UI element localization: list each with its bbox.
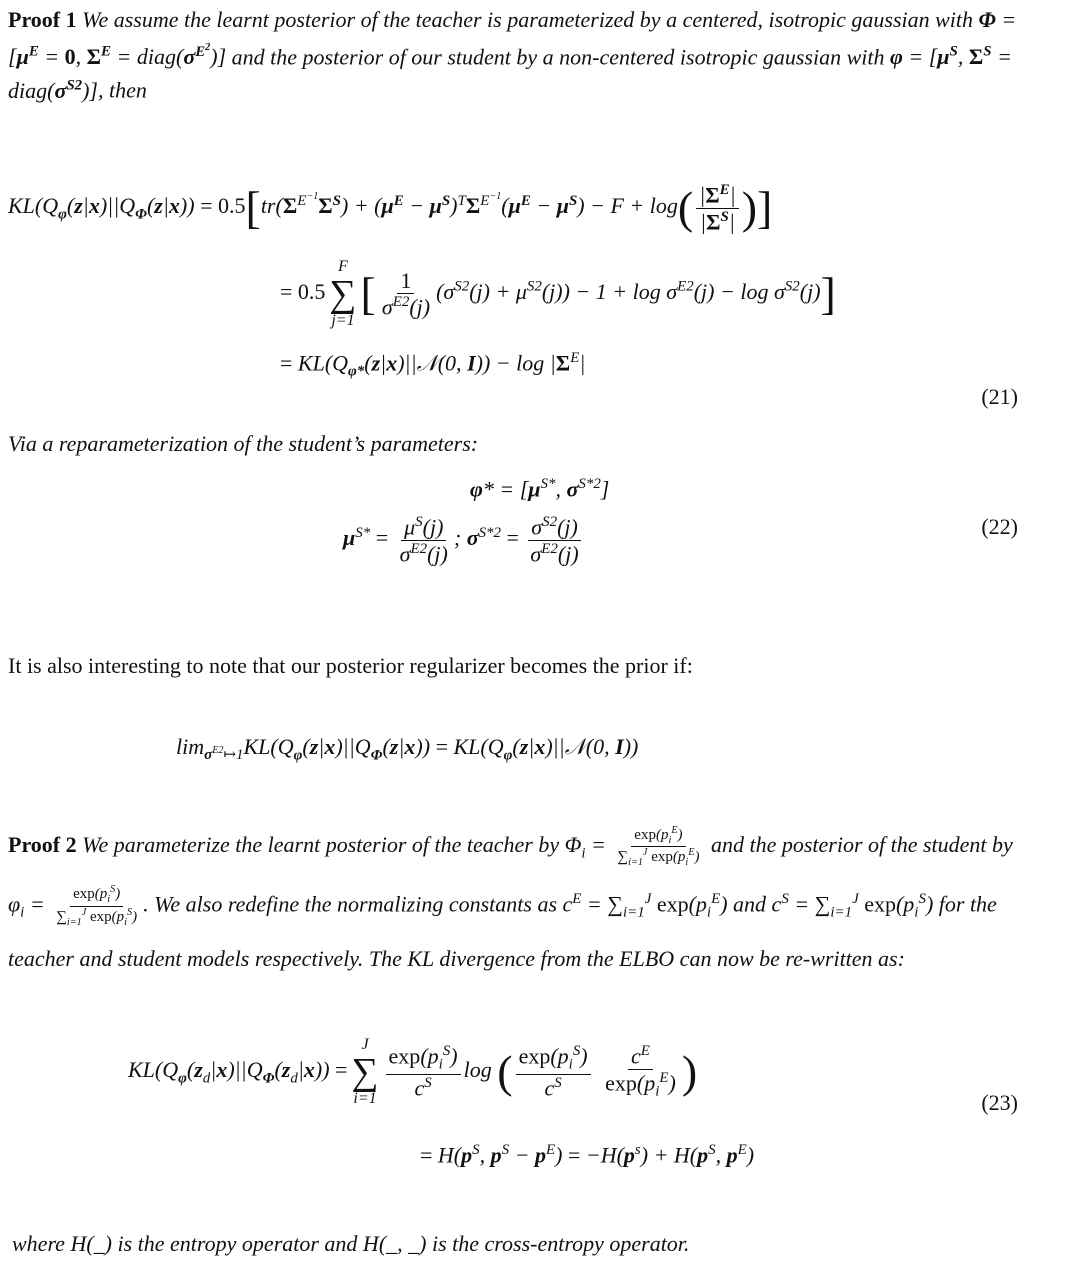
eq21-line2: = 0.5 F ∑ j=1 [ $\frac{1}{\sigma^{E2}(j)}$ $(\sigma^{S2}(j) + \mu^{S2}(j)) - 1 + \log \sigma^{E2}(j) - \log \sigma^{S2}(j)$] xyxy=(280,258,836,329)
proof1-text1: We assume the learnt posterior of the teacher is parameterized by a centered, isotropic gaussian with xyxy=(82,7,974,32)
proof1-text3: , then xyxy=(98,77,147,103)
eq21-number: (21) xyxy=(981,384,1018,409)
proof2-text2: and the posterior of the student by xyxy=(710,832,1013,857)
eq22-line2: $\mu^{S*}$ = $\frac{\mu^S(j)}{\sigma^{E2}(j)}$ ; $\sigma^{S*2}$ = $\frac{\sigma^{S2}(j)}{\sigma^{E2}(j)}$ xyxy=(343,514,585,566)
eq23-line1: $KL(Q_\varphi(z_d|x)||Q_\Phi(z_d|x))$ = J ∑ i=1 $\frac{\exp(p_i^S)}{c^S}$ log ( $\frac{\exp(p_i^S)}{c^S}$ $\frac{c^E}{\exp(p_i^E)}$ ) xyxy=(128,1036,698,1107)
proof2-student-fraction: $\frac{\exp(p_i^S)}{\sum_{i=1}^J \exp(p_i^S)}$ xyxy=(56,884,138,929)
proof2-teacher-fraction: $\frac{\exp(p_i^E)}{\sum_{i=1}^J \exp(p_i^E)}$ xyxy=(617,824,700,869)
limit-equation: $\lim_{\sigma^{E2}↦1}KL(Q_\varphi(z|x)||Q_\Phi(z|x))$ = $KL(Q_\varphi(z|x)||𝒩(0$, I)) xyxy=(176,734,639,764)
proof2-paragraph: Proof 2 We parameterize the learnt posterior of the teacher by $\Phi_i$ = $\frac{\exp(p_i^E)}{\sum_{i=1}^J \exp(p_i^E)}$ and the posterior of the student by $\varphi_i$ = $\frac{\exp(p_i^S)}{\sum_{i=1}^J \exp(p_i^S)}$ . We also redefine the normalizing constants as $c^E = \sum_{i=1}^J$ $\exp(p_i^E)$ and $c^S = \sum_{i=1}^J$ $\exp(p_i^S)$ for the teacher and student models respectively. The KL divergence from the ELBO can now be re-written as: xyxy=(8,824,1013,972)
proof1-text2: and the posterior of our student by a non-centered isotropic gaussian with xyxy=(231,44,885,70)
proof1-label: Proof 1 xyxy=(8,7,77,32)
eq23-line2: = $H(p^S$, $p^S - p^E) = -H(p^s) + H(p^S$, $p^E$) xyxy=(420,1142,755,1168)
proof2-label: Proof 2 xyxy=(8,832,77,857)
eq21-line1: $KL(Q_\varphi(z|x)||Q_\Phi(z|x)) = 0.5[tr(\Sigma^{E^{-1}}\Sigma^S) + (\mu^E - \mu^S)^T\Sigma^{E^{-1}}(\mu^E - \mu^S) - F + \log$( $\frac{|\Sigma^E|}{|\Sigma^S|}$ )] xyxy=(8,182,773,234)
interesting-text: It is also interesting to note that our posterior regularizer becomes the prior if: xyxy=(8,653,693,678)
eq22-number: (22) xyxy=(981,514,1018,539)
reparam-text: Via a reparameterization of the student’s parameters: xyxy=(8,431,479,456)
proof2-text4: and xyxy=(733,891,767,917)
proof2-text5: for the teacher and student models respectively. The KL divergence from the ELBO can now be re-written as: xyxy=(8,891,997,972)
eq23-number: (23) xyxy=(981,1090,1018,1115)
proof1-teacher-params: $\Phi = [\mu^E = 0$, $\Sigma^E$ = $diag(\sigma^{E^2})$] xyxy=(8,7,1017,70)
proof2-text3: We also redefine the normalizing constants as xyxy=(154,891,558,917)
proof1-paragraph xyxy=(8,6,1020,105)
eq22-line1: $\varphi* = [\mu^{S*}$, $\sigma^{S*2}$] xyxy=(470,476,610,502)
proof1-student-params: $\varphi = [\mu^S$, $\Sigma^S$ = $diag(\sigma^{S2})$] xyxy=(8,43,1012,103)
closing-text: where H(_) is the entropy operator and H(_, _) is the cross-entropy operator. xyxy=(12,1231,690,1256)
proof2-text1: We parameterize the learnt posterior of the teacher by xyxy=(82,832,560,857)
eq21-line3: = $KL(Q_{\varphi*}(z|x)||𝒩(0$, $I)) - \log |\Sigma^E|$ xyxy=(280,350,586,380)
